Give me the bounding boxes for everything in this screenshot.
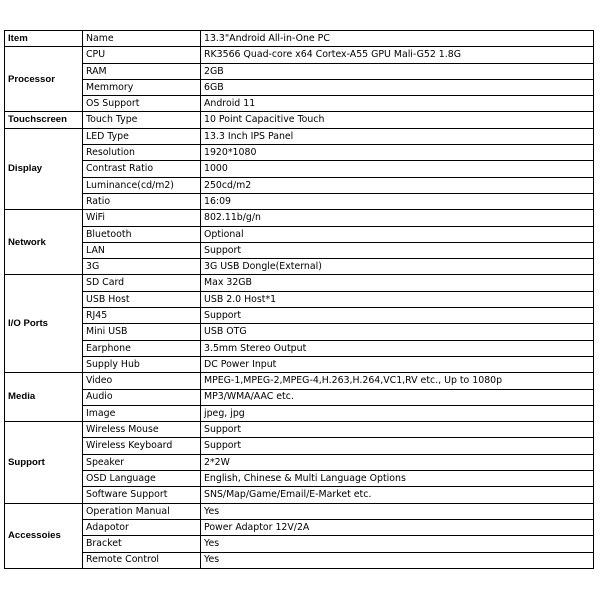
spec-label: Supply Hub <box>83 356 201 372</box>
spec-label: LED Type <box>83 128 201 144</box>
spec-label: Operation Manual <box>83 503 201 519</box>
spec-row <box>5 47 594 63</box>
spec-row <box>5 177 594 193</box>
spec-value: SNS/Map/Game/Email/E-Market etc. <box>201 487 594 503</box>
spec-value: Yes <box>201 503 594 519</box>
spec-label: Wireless Mouse <box>83 422 201 438</box>
spec-value: Support <box>201 308 594 324</box>
spec-label: Wireless Keyboard <box>83 438 201 454</box>
item-header: Item <box>5 31 83 47</box>
spec-value: 2GB <box>201 63 594 79</box>
spec-value: MPEG-1,MPEG-2,MPEG-4,H.263,H.264,VC1,RV etc., Up to 1080p <box>201 373 594 389</box>
spec-row <box>5 438 594 454</box>
group-title: I/O Ports <box>5 275 83 373</box>
spec-value: 2*2W <box>201 454 594 470</box>
spec-value: DC Power Input <box>201 356 594 372</box>
spec-label: USB Host <box>83 291 201 307</box>
spec-label: RAM <box>83 63 201 79</box>
spec-value: Max 32GB <box>201 275 594 291</box>
spec-row <box>5 275 594 291</box>
spec-value: RK3566 Quad-core x64 Cortex-A55 GPU Mali-G52 1.8G <box>201 47 594 63</box>
spec-value: 1920*1080 <box>201 145 594 161</box>
spec-label: Bracket <box>83 536 201 552</box>
spec-label: Luminance(cd/m2) <box>83 177 201 193</box>
spec-label: Resolution <box>83 145 201 161</box>
spec-value: Support <box>201 422 594 438</box>
spec-value: 13.3 Inch IPS Panel <box>201 128 594 144</box>
spec-row <box>5 519 594 535</box>
spec-label: Image <box>83 405 201 421</box>
spec-label: WiFi <box>83 210 201 226</box>
spec-row <box>5 356 594 372</box>
spec-value: MP3/WMA/AAC etc. <box>201 389 594 405</box>
spec-value: USB 2.0 Host*1 <box>201 291 594 307</box>
name-value: 13.3"Android All-in-One PC <box>201 31 594 47</box>
spec-label: Memmory <box>83 79 201 95</box>
group-title: Processor <box>5 47 83 112</box>
spec-row <box>5 128 594 144</box>
spec-label: OS Support <box>83 96 201 112</box>
spec-row <box>5 373 594 389</box>
group-title: Support <box>5 422 83 503</box>
spec-row <box>5 193 594 209</box>
spec-row <box>5 471 594 487</box>
spec-value: 1000 <box>201 161 594 177</box>
group-title: Touchscreen <box>5 112 83 128</box>
spec-row <box>5 422 594 438</box>
spec-value: 802.11b/g/n <box>201 210 594 226</box>
group-title: Accessoies <box>5 503 83 568</box>
spec-row <box>5 487 594 503</box>
spec-label: Adapotor <box>83 519 201 535</box>
spec-value: Support <box>201 438 594 454</box>
name-label: Name <box>83 31 201 47</box>
spec-value: jpeg, jpg <box>201 405 594 421</box>
spec-value: English, Chinese & Multi Language Options <box>201 471 594 487</box>
group-title: Display <box>5 128 83 209</box>
spec-value: 3G USB Dongle(External) <box>201 259 594 275</box>
spec-row <box>5 63 594 79</box>
spec-label: Audio <box>83 389 201 405</box>
spec-value: Support <box>201 242 594 258</box>
spec-row <box>5 210 594 226</box>
spec-row <box>5 536 594 552</box>
spec-label: Remote Control <box>83 552 201 568</box>
spec-label: Software Support <box>83 487 201 503</box>
spec-row <box>5 324 594 340</box>
spec-row <box>5 96 594 112</box>
spec-row <box>5 112 594 128</box>
spec-value: 250cd/m2 <box>201 177 594 193</box>
spec-row <box>5 79 594 95</box>
spec-label: RJ45 <box>83 308 201 324</box>
spec-value: Yes <box>201 536 594 552</box>
spec-label: CPU <box>83 47 201 63</box>
spec-value: Power Adaptor 12V/2A <box>201 519 594 535</box>
spec-label: Mini USB <box>83 324 201 340</box>
spec-row <box>5 340 594 356</box>
spec-label: OSD Language <box>83 471 201 487</box>
spec-row <box>5 454 594 470</box>
spec-row <box>5 389 594 405</box>
spec-value: Optional <box>201 226 594 242</box>
spec-row <box>5 291 594 307</box>
spec-row <box>5 242 594 258</box>
spec-label: Contrast Ratio <box>83 161 201 177</box>
spec-row <box>5 259 594 275</box>
spec-value: 16:09 <box>201 193 594 209</box>
spec-label: 3G <box>83 259 201 275</box>
spec-label: LAN <box>83 242 201 258</box>
spec-value: Android 11 <box>201 96 594 112</box>
spec-row <box>5 145 594 161</box>
spec-row <box>5 405 594 421</box>
spec-value: Yes <box>201 552 594 568</box>
spec-row <box>5 308 594 324</box>
spec-row <box>5 226 594 242</box>
spec-label: Touch Type <box>83 112 201 128</box>
spec-label: Ratio <box>83 193 201 209</box>
spec-label: Earphone <box>83 340 201 356</box>
spec-row <box>5 161 594 177</box>
spec-row <box>5 503 594 519</box>
group-title: Media <box>5 373 83 422</box>
spec-table <box>4 30 594 569</box>
group-title: Network <box>5 210 83 275</box>
spec-label: Video <box>83 373 201 389</box>
spec-label: Bluetooth <box>83 226 201 242</box>
spec-label: SD Card <box>83 275 201 291</box>
spec-value: 3.5mm Stereo Output <box>201 340 594 356</box>
spec-value: 6GB <box>201 79 594 95</box>
header-row <box>5 31 594 47</box>
spec-label: Speaker <box>83 454 201 470</box>
spec-row <box>5 552 594 568</box>
spec-value: USB OTG <box>201 324 594 340</box>
spec-value: 10 Point Capacitive Touch <box>201 112 594 128</box>
